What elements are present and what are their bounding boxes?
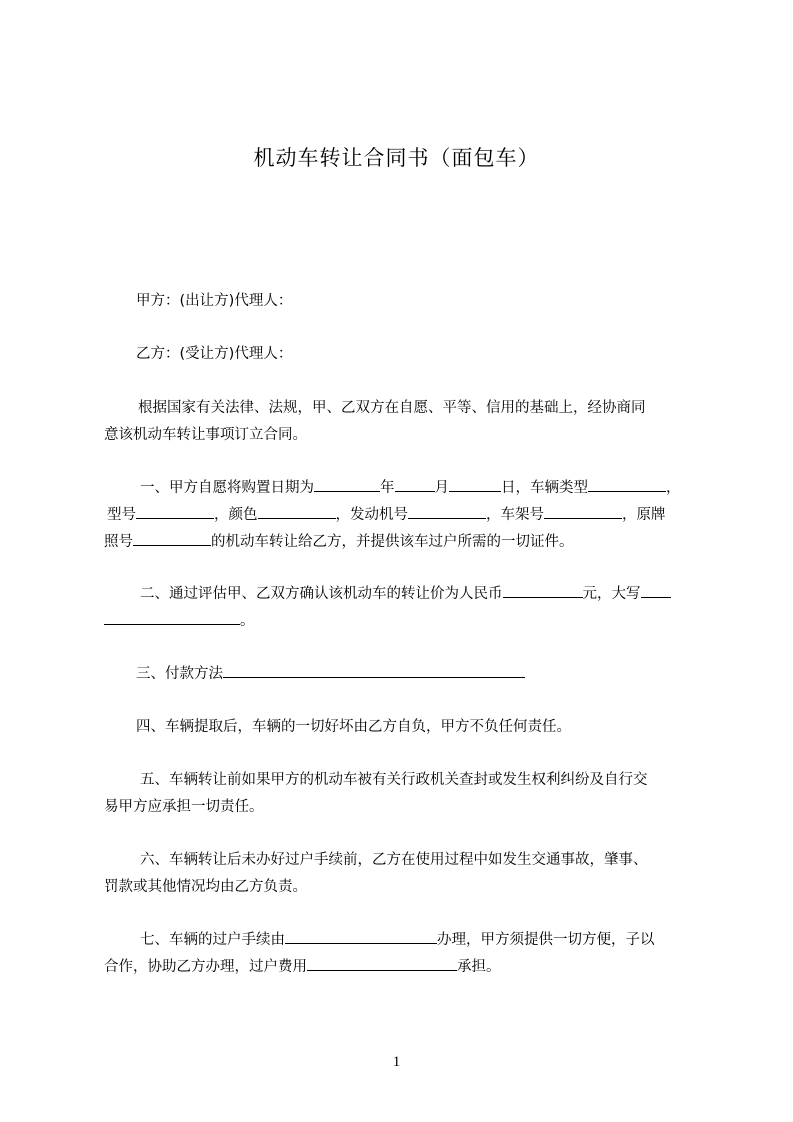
clause-7-text-a: 七、车辆的过户手续由 <box>140 932 285 948</box>
clause-1-text-c: 月 <box>434 480 449 496</box>
clause-5-line-2: 易甲方应承担一切责任。 <box>104 799 264 815</box>
clause-1-text-d: 日，车辆类型 <box>501 480 588 496</box>
clause-5 <box>104 767 704 821</box>
clause-7-text-c: 合作，协助乙方办理，过户费用 <box>104 959 307 975</box>
clause-1-text-h: ，发动机号 <box>335 507 408 523</box>
clause-2-text-b: 元，大写 <box>582 586 641 602</box>
party-b-line: 乙方：(受让方)代理人： <box>136 346 293 362</box>
clause-1 <box>104 475 704 556</box>
clause-1-text-j: ，原牌 <box>622 507 666 523</box>
clause-1-text-g: ，颜色 <box>214 507 258 523</box>
clause-3 <box>136 661 736 688</box>
model-blank <box>136 503 214 519</box>
clause-6-line-1: 六、车辆转让后未办好过户手续前，乙方在使用过程中如发生交通事故，肇事、 <box>140 852 648 868</box>
page-number: 1 <box>392 1054 401 1070</box>
clause-1-text-b: 年 <box>380 480 395 496</box>
clause-2-text-a: 二、通过评估甲、乙双方确认该机动车的转让价为人民币 <box>140 586 503 602</box>
clause-5-line-1: 五、车辆转让前如果甲方的机动车被有关行政机关查封或发生权利纠纷及自行交 <box>140 772 648 788</box>
license-plate-blank <box>133 530 211 546</box>
intro-line-1: 根据国家有关法律、法规，甲、乙双方在自愿、平等、信用的基础上，经协商同 <box>138 400 646 416</box>
clause-4: 四、车辆提取后，车辆的一切好坏由乙方自负，甲方不负任何责任。 <box>136 719 571 735</box>
clause-2-text-c: 。 <box>240 613 255 629</box>
clause-6 <box>104 847 704 901</box>
vehicle-type-blank <box>588 476 666 492</box>
clause-1-text-k: 照号 <box>104 534 133 550</box>
clause-7 <box>104 927 704 981</box>
purchase-date-blank <box>314 476 380 492</box>
clause-7-text-b: 办理，甲方须提供一切方便，子以 <box>437 932 655 948</box>
clause-1-text-f: 型号 <box>107 507 136 523</box>
clause-3-text: 三、付款方法 <box>136 666 223 682</box>
price-in-words-blank-b <box>104 609 240 625</box>
clause-1-text-i: ，车架号 <box>486 507 544 523</box>
document-title: 机动车转让合同书（面包车） <box>253 146 540 170</box>
clause-1-text-l: 的机动车转让给乙方，并提供该车过户所需的一切证件。 <box>211 534 574 550</box>
day-blank <box>449 476 501 492</box>
transfer-fee-blank <box>307 955 457 971</box>
clause-7-text-d: 承担。 <box>457 959 501 975</box>
month-blank <box>395 476 435 492</box>
party-a-line: 甲方：(出让方)代理人： <box>136 293 293 309</box>
clause-2 <box>104 581 704 635</box>
color-blank <box>258 503 336 519</box>
intro-paragraph <box>104 395 704 449</box>
engine-number-blank <box>408 503 486 519</box>
clause-6-line-2: 罚款或其他情况均由乙方负责。 <box>104 879 307 895</box>
frame-number-blank <box>544 503 622 519</box>
payment-method-blank <box>223 662 525 678</box>
clause-1-text-a: 一、甲方自愿将购置日期为 <box>140 480 314 496</box>
intro-line-2: 意该机动车转让事项订立合同。 <box>104 427 307 443</box>
transfer-handler-blank <box>285 928 437 944</box>
price-blank <box>503 582 583 598</box>
clause-1-text-e: ， <box>666 480 681 496</box>
price-in-words-blank-a <box>641 582 671 598</box>
